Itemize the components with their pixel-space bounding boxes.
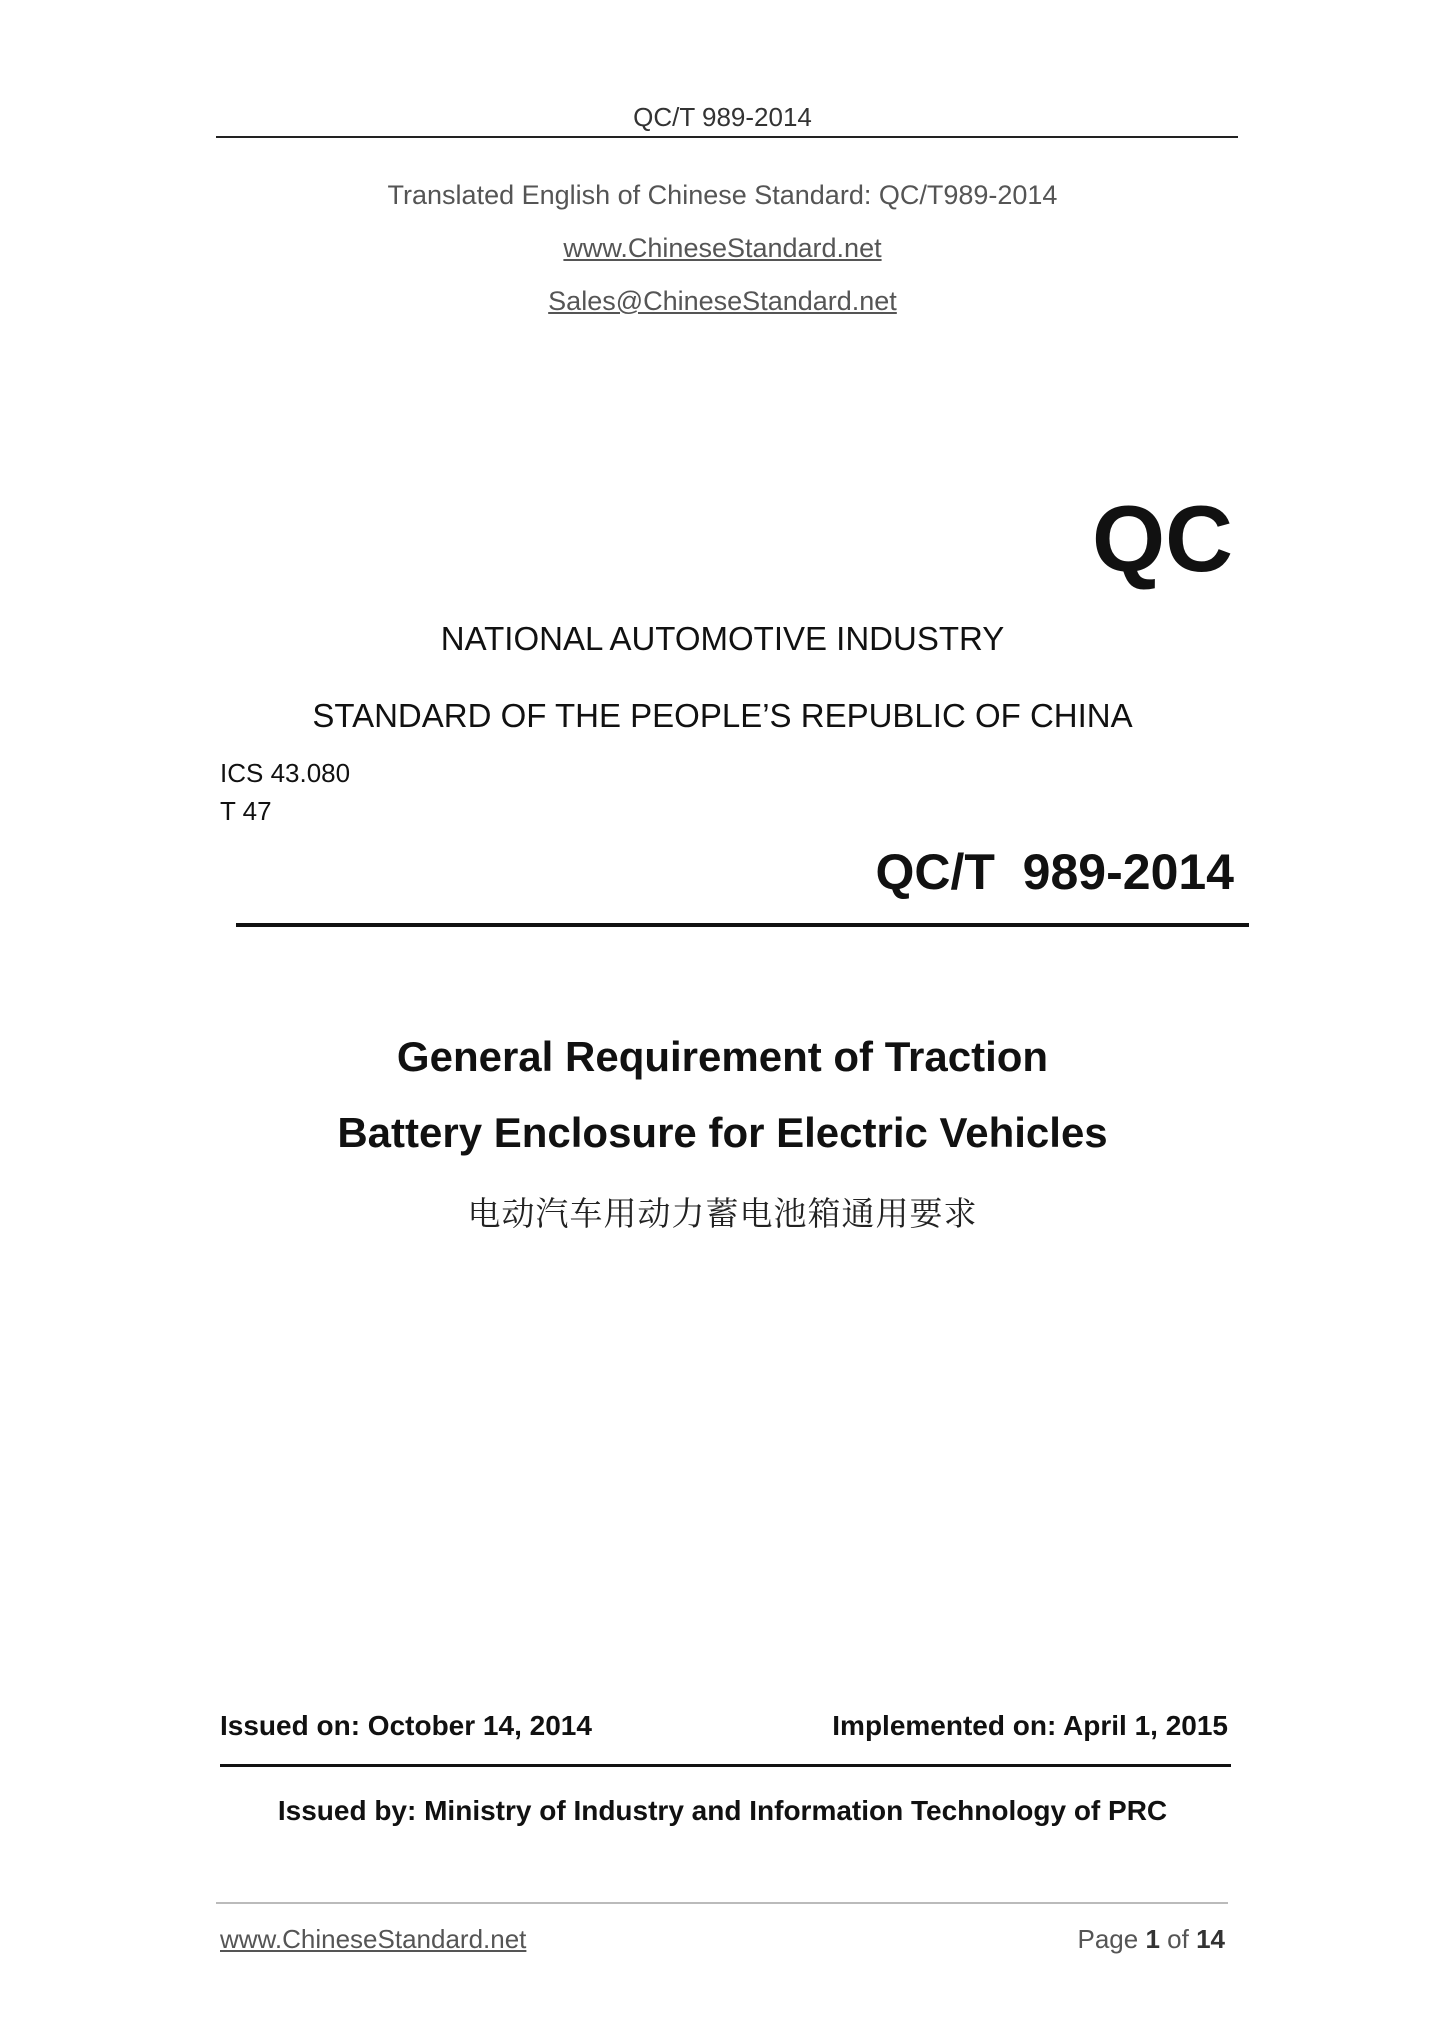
- issued-on-date: Issued on: October 14, 2014: [220, 1710, 592, 1741]
- title-divider: [236, 923, 1249, 927]
- header-divider: [216, 136, 1238, 138]
- document-title-line-1: General Requirement of Traction: [396, 1033, 1049, 1080]
- website-link-row: [0, 233, 1445, 264]
- dates-divider: [220, 1764, 1231, 1767]
- issued-by: Issued by: Ministry of Industry and Information Technology of PRC: [277, 1795, 1168, 1826]
- authority-line-2: STANDARD OF THE PEOPLE’S REPUBLIC OF CHINA: [312, 697, 1133, 734]
- page-total: 14: [1196, 1924, 1225, 1954]
- standard-number: QC/T 989-2014: [875, 844, 1234, 900]
- footer-website-link[interactable]: www.ChineseStandard.net: [220, 1924, 527, 1954]
- website-link[interactable]: www.ChineseStandard.net: [563, 233, 882, 263]
- document-title-line-2: Battery Enclosure for Electric Vehicles: [337, 1109, 1108, 1156]
- email-link-row: [0, 286, 1445, 317]
- authority-line-1: NATIONAL AUTOMOTIVE INDUSTRY: [440, 620, 1005, 657]
- sales-email-link[interactable]: Sales@ChineseStandard.net: [548, 286, 897, 316]
- page-indicator: [1077, 1924, 1225, 1955]
- page-current: 1: [1145, 1924, 1160, 1954]
- page-of: of: [1167, 1924, 1189, 1954]
- page-label: Page: [1077, 1924, 1139, 1954]
- ics-code: ICS 43.080: [220, 758, 351, 788]
- implemented-on-date: Implemented on: April 1, 2015: [832, 1710, 1228, 1741]
- t-code: T 47: [220, 796, 272, 826]
- translated-notice: Translated English of Chinese Standard: QC/T989-2014: [387, 180, 1058, 210]
- header-standard-code: QC/T 989-2014: [633, 102, 812, 132]
- footer-divider: [216, 1902, 1228, 1904]
- document-title-chinese: 电动汽车用动力蓄电池箱通用要求: [467, 1195, 978, 1232]
- qc-logo: QC: [1092, 486, 1233, 591]
